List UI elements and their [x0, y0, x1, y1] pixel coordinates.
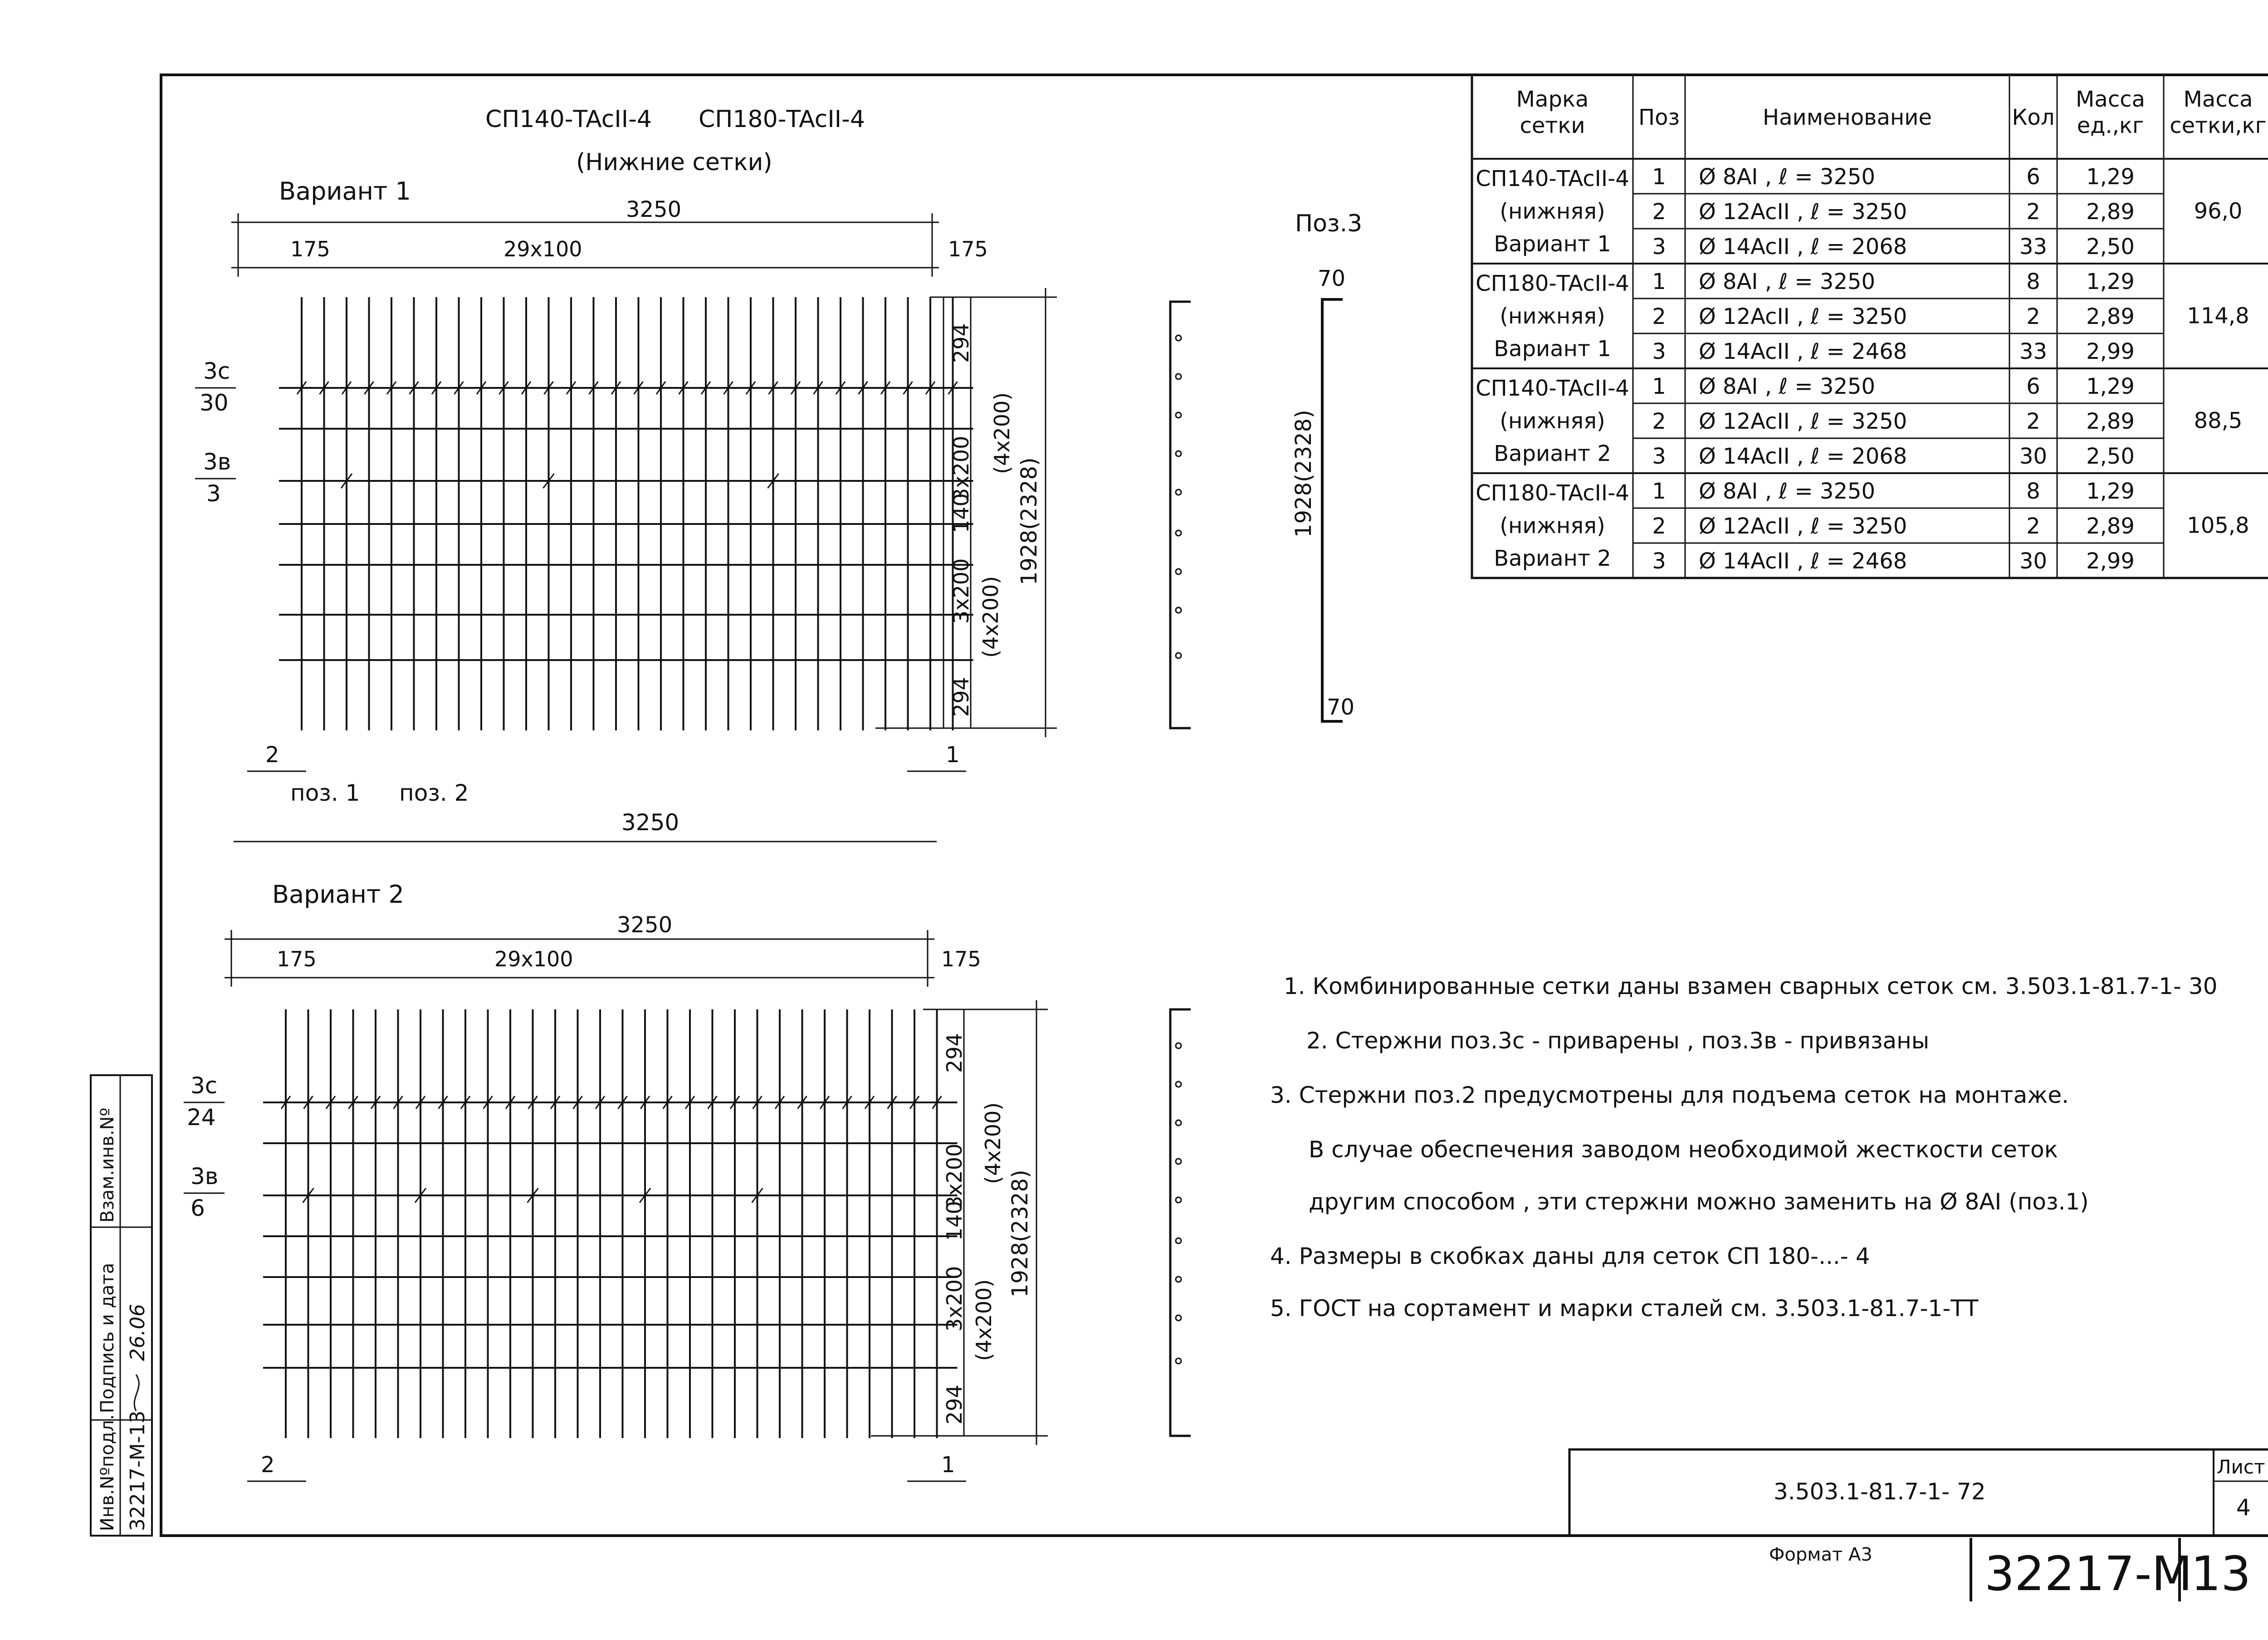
- variant2-label: Вариант 2: [272, 880, 404, 909]
- side-bar-section: [1176, 530, 1181, 536]
- table-qty-cell: 8: [2026, 269, 2040, 294]
- table-mass-cell: 2,89: [2086, 514, 2135, 539]
- table-qty-cell: 6: [2026, 164, 2040, 190]
- table-mark-cell: (нижняя): [1500, 513, 1605, 539]
- side-bar-section: [1176, 1358, 1181, 1364]
- table-mark-cell: СП140-TAcII-4: [1476, 166, 1629, 191]
- table-pos-cell: 1: [1652, 374, 1666, 399]
- table-mass-cell: 2,50: [2086, 234, 2135, 259]
- table-qty-cell: 30: [2019, 548, 2048, 574]
- v2-r-3x200-bot: 3x200: [942, 1266, 967, 1332]
- table-mass-cell: 2,99: [2086, 339, 2135, 364]
- table-mass-cell: 1,29: [2086, 374, 2135, 399]
- note-line: 5. ГОСТ на сортамент и марки сталей см. 3.503.1-81.7-1-ТТ: [1270, 1295, 1979, 1322]
- table-header-cell: Масса: [2075, 87, 2146, 112]
- table-mark-cell: Вариант 1: [1494, 336, 1611, 362]
- v1-pos1: 1: [946, 742, 960, 768]
- side-bar-section: [1176, 1238, 1181, 1243]
- table-mass-cell: 1,29: [2086, 269, 2135, 294]
- table-mark-cell: Вариант 2: [1494, 546, 1611, 571]
- table-pos-cell: 2: [1652, 304, 1666, 329]
- table-mark-cell: СП140-TAcII-4: [1476, 376, 1629, 401]
- table-name-cell: Ø 12AcII , ℓ = 3250: [1699, 409, 1907, 434]
- v2-pos2: 2: [261, 1452, 275, 1478]
- table-mass-cell: 2,99: [2086, 548, 2135, 574]
- note-line: 1. Комбинированные сетки даны взамен сварных сеток см. 3.503.1-81.7-1- 30: [1284, 973, 2218, 999]
- v1-poz2-label: поз. 2: [399, 780, 469, 806]
- v1-dim-total: 3250: [626, 197, 682, 222]
- v2-left-top-count: 24: [187, 1104, 216, 1131]
- table-mass-cell: 2,89: [2086, 409, 2135, 434]
- v1-dim-edge-right: 175: [948, 237, 988, 261]
- archive-code: 32217-M: [1984, 1546, 2193, 1601]
- side-bar-section: [1176, 490, 1181, 495]
- table-header-cell: сетки: [1520, 113, 1585, 138]
- side-bar-section: [1176, 412, 1181, 418]
- table-header-cell: сетки,кг: [2170, 113, 2267, 138]
- spec-table: [1472, 75, 2268, 578]
- title-right: СП180-TAcII-4: [699, 106, 865, 133]
- table-pos-cell: 2: [1652, 409, 1666, 434]
- table-name-cell: Ø 14AcII , ℓ = 2068: [1699, 234, 1907, 259]
- v1-dim-spacing: 29x100: [503, 237, 582, 261]
- archive-no: 13: [2191, 1546, 2251, 1601]
- table-mass-total-cell: 96,0: [2194, 198, 2243, 224]
- v2-side-view: [1170, 1009, 1191, 1436]
- stamp-inv-label: Инв.Nºподл.: [97, 1414, 118, 1531]
- v1-left-mid-count: 3: [206, 480, 221, 507]
- table-pos-cell: 2: [1652, 199, 1666, 225]
- stamp-sign-label: Подпись и дата: [97, 1263, 118, 1413]
- note-line: 3. Стержни поз.2 предусмотрены для подъема сеток на монтаже.: [1270, 1082, 2069, 1108]
- side-bar-section: [1176, 1043, 1181, 1048]
- table-pos-cell: 3: [1652, 234, 1666, 259]
- doc-code: 3.503.1-81.7-1- 72: [1774, 1478, 1986, 1505]
- table-qty-cell: 8: [2026, 479, 2040, 504]
- table-mark-cell: Вариант 2: [1494, 441, 1611, 466]
- v1-left-top: 3с: [203, 358, 230, 384]
- table-mark-cell: СП180-TAcII-4: [1476, 480, 1629, 506]
- title-left: СП140-TAcII-4: [485, 106, 652, 133]
- side-bar-section: [1176, 607, 1181, 613]
- v2-r-294-bot: 294: [942, 1385, 967, 1425]
- table-mass-cell: 1,29: [2086, 164, 2135, 190]
- table-header-cell: Масса: [2183, 87, 2253, 112]
- side-bar-section: [1176, 1082, 1181, 1087]
- v1-r-4x200-bot: (4x200): [978, 576, 1003, 658]
- stamp-sign-value: 26.06: [126, 1304, 149, 1361]
- table-name-cell: Ø 8AI , ℓ = 3250: [1699, 374, 1876, 399]
- v2-dim-edge-right: 175: [941, 947, 981, 971]
- v1-r-total: 1928(2328): [1017, 457, 1042, 585]
- v1-r-140: 140: [949, 493, 973, 533]
- v1-pos2: 2: [265, 742, 279, 768]
- side-bar-section: [1176, 653, 1181, 658]
- table-pos-cell: 3: [1652, 339, 1666, 364]
- v2-left-top: 3с: [191, 1072, 218, 1099]
- v2-r-140: 140: [942, 1201, 967, 1241]
- side-bar-section: [1176, 1277, 1181, 1282]
- v1-r-294-top: 294: [949, 323, 973, 363]
- sheet-no: 4: [2236, 1494, 2251, 1521]
- table-mark-cell: (нижняя): [1500, 408, 1605, 434]
- pos3-label: Поз.3: [1295, 210, 1363, 237]
- table-pos-cell: 1: [1652, 164, 1666, 190]
- table-qty-cell: 6: [2026, 374, 2040, 399]
- table-pos-cell: 2: [1652, 514, 1666, 539]
- table-header-cell: Наименование: [1762, 105, 1932, 130]
- side-stamp: [91, 1075, 152, 1536]
- table-qty-cell: 33: [2019, 234, 2048, 259]
- pos3-bar: [1322, 299, 1343, 721]
- table-qty-cell: 2: [2026, 304, 2040, 329]
- note-line: 4. Размеры в скобках даны для сеток СП 180-...- 4: [1270, 1243, 1870, 1269]
- side-bar-section: [1176, 1315, 1181, 1321]
- side-bar-section: [1176, 1120, 1181, 1126]
- subtitle: (Нижние сетки): [576, 149, 772, 176]
- side-bar-section: [1176, 569, 1181, 574]
- v1-left-top-count: 30: [200, 390, 229, 416]
- v2-r-total: 1928(2328): [1007, 1170, 1033, 1297]
- v2-left-mid: 3в: [191, 1163, 219, 1190]
- table-name-cell: Ø 12AcII , ℓ = 3250: [1699, 304, 1907, 329]
- sheet-label: Лист: [2217, 1456, 2265, 1478]
- v1-mesh: [279, 297, 973, 730]
- table-pos-cell: 1: [1652, 269, 1666, 294]
- table-header-cell: Марка: [1516, 87, 1589, 112]
- table-header-cell: ед.,кг: [2077, 113, 2144, 138]
- table-name-cell: Ø 12AcII , ℓ = 3250: [1699, 514, 1907, 539]
- table-qty-cell: 2: [2026, 514, 2040, 539]
- note-line: другим способом , эти стержни можно заменить на Ø 8AI (поз.1): [1309, 1189, 2089, 1215]
- table-mark-cell: (нижняя): [1500, 304, 1605, 329]
- table-mass-total-cell: 88,5: [2194, 408, 2243, 434]
- v2-mesh: [263, 1009, 958, 1438]
- table-qty-cell: 2: [2026, 199, 2040, 225]
- v2-r-4x200-bot: (4x200): [972, 1279, 996, 1361]
- table-pos-cell: 3: [1652, 548, 1666, 574]
- v1-left-mid: 3в: [203, 449, 231, 475]
- v1-side-view: [1170, 302, 1191, 728]
- title-block: [1569, 1449, 2268, 1601]
- table-name-cell: Ø 14AcII , ℓ = 2068: [1699, 444, 1907, 469]
- table-qty-cell: 30: [2019, 444, 2048, 469]
- table-name-cell: Ø 8AI , ℓ = 3250: [1699, 479, 1876, 504]
- pos3-length: 1928(2328): [1291, 410, 1316, 538]
- stamp-inv-value: 32217-M-13: [126, 1410, 149, 1531]
- table-mass-cell: 1,29: [2086, 479, 2135, 504]
- v2-pos1: 1: [941, 1452, 955, 1478]
- v1-bottom-dim: 3250: [621, 809, 679, 836]
- v1-r-4x200-top: (4x200): [990, 392, 1014, 474]
- side-bar-section: [1176, 451, 1181, 456]
- table-mark-cell: СП180-TAcII-4: [1476, 271, 1629, 296]
- side-bar-section: [1176, 1197, 1181, 1203]
- v1-r-3x200-bot: 3x200: [949, 558, 973, 624]
- table-name-cell: Ø 8AI , ℓ = 3250: [1699, 269, 1876, 294]
- table-name-cell: Ø 12AcII , ℓ = 3250: [1699, 199, 1907, 225]
- v1-poz1-label: поз. 1: [290, 780, 360, 806]
- note-line: 2. Стержни поз.3с - приварены , поз.3в - привязаны: [1306, 1028, 1930, 1054]
- v1-r-3x200-top: 3x200: [949, 436, 973, 501]
- format-label: Формат А3: [1769, 1544, 1872, 1565]
- side-bar-section: [1176, 335, 1181, 341]
- table-mass-cell: 2,89: [2086, 304, 2135, 329]
- stamp-vzam-label: Взам.инв.Nº: [97, 1107, 118, 1223]
- side-bar-section: [1176, 1159, 1181, 1164]
- table-mass-total-cell: 105,8: [2187, 513, 2249, 539]
- v2-r-4x200-top: (4x200): [981, 1102, 1005, 1184]
- side-view-bars: [1176, 335, 1181, 1364]
- table-mass-total-cell: 114,8: [2187, 303, 2249, 329]
- table-name-cell: Ø 8AI , ℓ = 3250: [1699, 164, 1876, 190]
- table-header-cell: Поз: [1638, 105, 1680, 130]
- table-mass-cell: 2,50: [2086, 444, 2135, 469]
- table-name-cell: Ø 14AcII , ℓ = 2468: [1699, 548, 1907, 574]
- v1-dim-edge-left: 175: [290, 237, 330, 261]
- v2-dim-edge-left: 175: [277, 947, 317, 971]
- v2-dim-total: 3250: [617, 912, 673, 938]
- table-header-cell: Кол: [2012, 105, 2055, 130]
- table-pos-cell: 3: [1652, 444, 1666, 469]
- table-mark-cell: Вариант 1: [1494, 231, 1611, 257]
- table-mark-cell: (нижняя): [1500, 199, 1605, 224]
- signature-mark: [134, 1375, 139, 1411]
- table-mass-cell: 2,89: [2086, 199, 2135, 225]
- v2-r-294-top: 294: [942, 1033, 967, 1073]
- table-name-cell: Ø 14AcII , ℓ = 2468: [1699, 339, 1907, 364]
- variant1-label: Вариант 1: [279, 177, 411, 206]
- v2-r-3x200-top: 3x200: [942, 1143, 967, 1209]
- v1-r-294-bot: 294: [949, 677, 973, 717]
- v2-left-mid-count: 6: [191, 1195, 205, 1221]
- note-line: В случае обеспечения заводом необходимой жесткости сеток: [1309, 1136, 2058, 1163]
- table-qty-cell: 33: [2019, 339, 2048, 364]
- table-pos-cell: 1: [1652, 479, 1666, 504]
- pos3-bottom: 70: [1327, 695, 1355, 720]
- table-qty-cell: 2: [2026, 409, 2040, 434]
- pos3-top: 70: [1318, 266, 1346, 291]
- side-bar-section: [1176, 374, 1181, 379]
- v2-dim-spacing: 29x100: [494, 947, 573, 971]
